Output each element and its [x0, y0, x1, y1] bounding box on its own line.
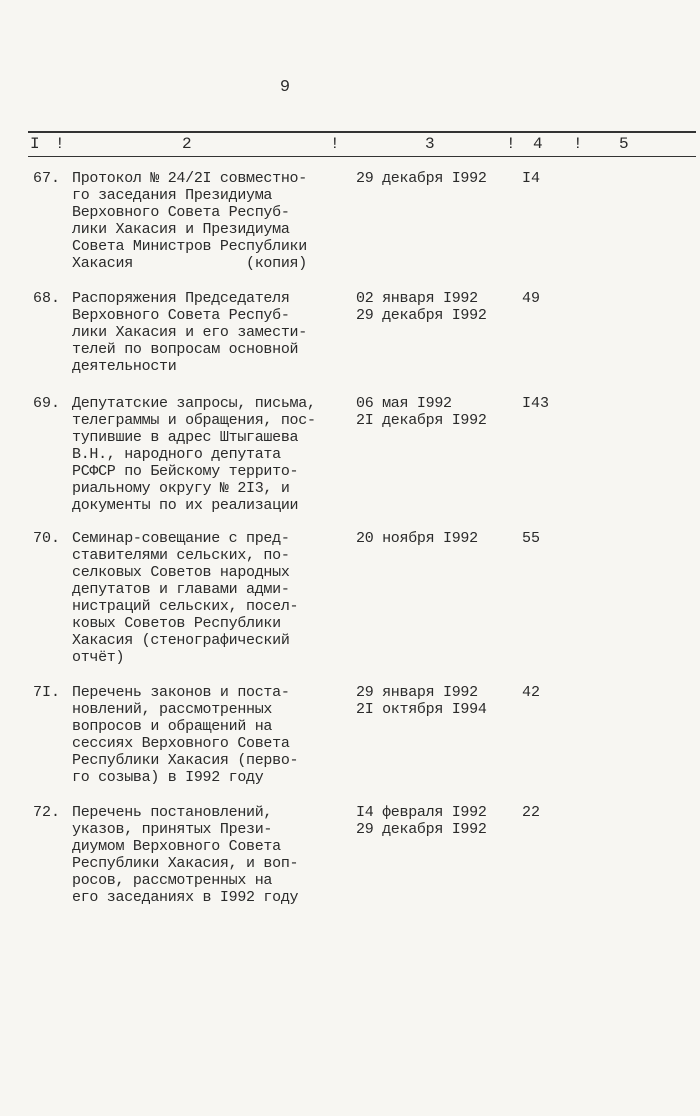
- entry-sheet-count: 55: [522, 530, 541, 547]
- entry-sheet-count: I4: [522, 170, 541, 187]
- column-header-2: 2: [182, 135, 192, 153]
- entry-title: Распоряжения Председателя Верховного Совета Респуб- лики Хакасия и его замести- телей по вопросам основной деятельности: [72, 290, 307, 375]
- entry-dates: I4 февраля I992 29 декабря I992: [356, 804, 487, 838]
- entry-dates: 29 января I992 2I октября I994: [356, 684, 487, 718]
- column-separator: !: [506, 135, 516, 153]
- entry-title: Протокол № 24/2I совместно- го заседания Президиума Верховного Совета Респуб- лики Хакасия и Президиума Совета Министров Республики Хакасия (копия): [72, 170, 307, 272]
- table-header-bottom-rule: [28, 156, 696, 157]
- entry-number: 7I.: [33, 684, 61, 701]
- entry-sheet-count: 49: [522, 290, 541, 307]
- entry-title: Депутатские запросы, письма, телеграммы и обращения, пос- тупившие в адрес Штыгашева В.Н., народного депутата РСФСР по Бейскому террито- риальному округу № 2I3, и документы по их реализации: [72, 395, 316, 514]
- entry-sheet-count: 42: [522, 684, 541, 701]
- column-separator: !: [55, 135, 65, 153]
- column-separator: !: [330, 135, 340, 153]
- page-number: 9: [279, 78, 291, 97]
- entry-dates: 20 ноября I992: [356, 530, 478, 547]
- entry-title: Перечень законов и поста- новлений, рассмотренных вопросов и обращений на сессиях Верховного Совета Республики Хакасия (перво- го созыва) в I992 году: [72, 684, 299, 786]
- entry-sheet-count: I43: [522, 395, 550, 412]
- entry-number: 68.: [33, 290, 61, 307]
- entry-number: 72.: [33, 804, 61, 821]
- entry-sheet-count: 22: [522, 804, 541, 821]
- column-header-1: I: [30, 135, 40, 153]
- entry-number: 67.: [33, 170, 61, 187]
- entry-number: 69.: [33, 395, 61, 412]
- column-header-5: 5: [619, 135, 629, 153]
- column-header-3: 3: [425, 135, 435, 153]
- entry-number: 70.: [33, 530, 61, 547]
- entry-dates: 02 января I992 29 декабря I992: [356, 290, 487, 324]
- column-separator: !: [573, 135, 583, 153]
- entry-title: Перечень постановлений, указов, принятых Прези- диумом Верховного Совета Республики Хакасия, и воп- росов, рассмотренных на его заседаниях в I992 году: [72, 804, 299, 906]
- entry-dates: 06 мая I992 2I декабря I992: [356, 395, 487, 429]
- column-header-4: 4: [533, 135, 543, 153]
- table-header-top-rule: [28, 131, 696, 133]
- entry-title: Семинар-совещание с пред- ставителями сельских, по- селковых Советов народных депутатов и главами адми- нистраций сельских, посел- ковых Советов Республики Хакасия (стенографический отчёт): [72, 530, 299, 666]
- entry-dates: 29 декабря I992: [356, 170, 487, 187]
